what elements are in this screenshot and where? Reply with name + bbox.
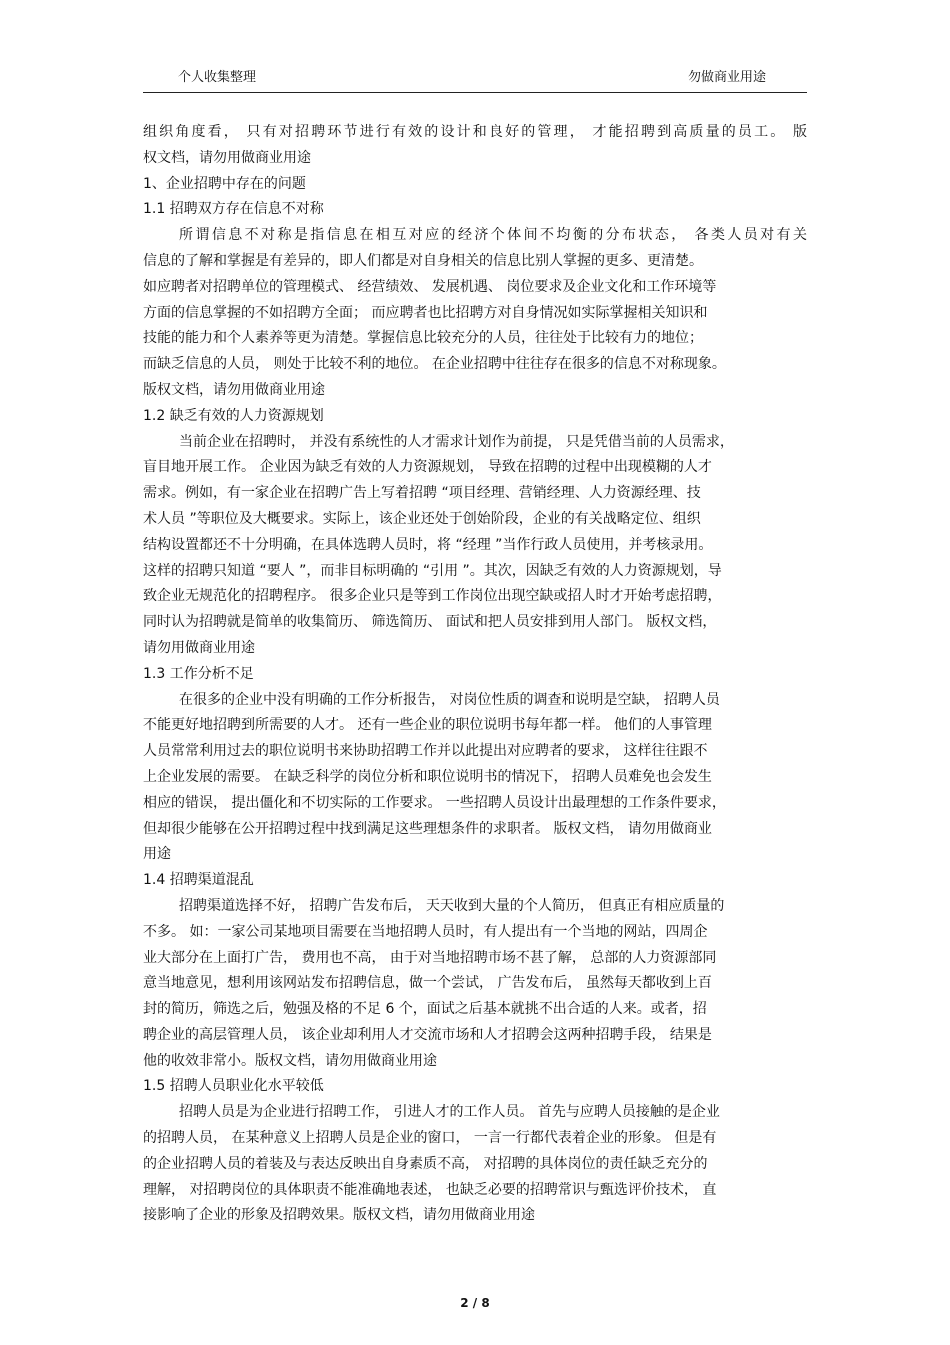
section-heading: 1、企业招聘中存在的问题 [143, 175, 306, 192]
body-line: 在很多的企业中没有明确的工作分析报告， 对岗位性质的调查和说明是空缺， 招聘人员 [179, 691, 720, 708]
body-line: 相应的错误， 提出僵化和不切实际的工作要求。 一些招聘人员设计出最理想的工作条件要求， [143, 794, 726, 811]
header-right-text: 勿做商业用途 [688, 70, 767, 85]
body-line: 的企业招聘人员的着装及与表达反映出自身素质不高， 对招聘的具体岗位的责任缺乏充分的 [143, 1155, 708, 1172]
body-line: 结构设置都还不十分明确，在具体选聘人员时，将 “经理 ”当作行政人员使用，并考核录用。 [143, 536, 713, 553]
body-line: 不能更好地招聘到所需要的人才。 还有一些企业的职位说明书每年都一样。 他们的人事管理 [143, 717, 712, 734]
document-body [143, 120, 807, 1229]
body-line: 这样的招聘只知道 “要人 ”，而非目标明确的 “引用 ”。其次，因缺乏有效的人力资源规划，导 [143, 562, 722, 579]
body-line: 同时认为招聘就是简单的收集简历、 筛选简历、 面试和把人员安排到用人部门。 版权文档， [143, 614, 717, 631]
body-line: 致企业无规范化的招聘程序。 很多企业只是等到工作岗位出现空缺或招人时才开始考虑招聘， [143, 588, 722, 605]
body-line: 理解， 对招聘岗位的具体职责不能准确地表述， 也缺乏必要的招聘常识与甄选评价技术， 直 [143, 1181, 717, 1198]
body-line: 封的简历，筛选之后，勉强及格的不足 6 个，面试之后基本就挑不出合适的人来。或者，招 [143, 1001, 707, 1018]
body-line: 方面的信息掌握的不如招聘方全面； 而应聘者也比招聘方对自身情况如实际掌握相关知识和 [143, 304, 708, 321]
body-line: 请勿用做商业用途 [143, 639, 255, 656]
body-line: 意当地意见，想利用该网站发布招聘信息，做一个尝试， 广告发布后， 虽然每天都收到上百 [143, 975, 712, 992]
body-line: 术人员 ”等职位及大概要求。实际上，该企业还处于创始阶段，企业的有关战略定位、组织 [143, 510, 701, 527]
body-line: 他的收效非常小。版权文档，请勿用做商业用途 [143, 1052, 437, 1069]
body-line: 招聘渠道选择不好， 招聘广告发布后， 天天收到大量的个人简历， 但真正有相应质量的 [179, 897, 725, 914]
subsection-heading: 1.5 招聘人员职业化水平较低 [143, 1078, 324, 1095]
subsection-heading: 1.1 招聘双方存在信息不对称 [143, 201, 324, 218]
body-line: 接影响了企业的形象及招聘效果。版权文档，请勿用做商业用途 [143, 1207, 535, 1224]
body-line: 所谓信息不对称是指信息在相互对应的经济个体间不均衡的分布状态， 各类人员对有关 [179, 227, 807, 244]
body-line: 而缺乏信息的人员， 则处于比较不利的地位。 在企业招聘中往往存在很多的信息不对称现象。 [143, 356, 726, 373]
body-line: 招聘人员是为企业进行招聘工作， 引进人才的工作人员。 首先与应聘人员接触的是企业 [179, 1104, 720, 1121]
body-line: 技能的能力和个人素养等更为清楚。掌握信息比较充分的人员，往往处于比较有力的地位； [143, 330, 703, 347]
body-line: 不多。 如：一家公司某地项目需要在当地招聘人员时，有人提出有一个当地的网站，四周企 [143, 923, 708, 940]
body-line: 人员常常利用过去的职位说明书来协助招聘工作并以此提出对应聘者的要求， 这样往往跟不 [143, 743, 708, 760]
subsection-heading: 1.4 招聘渠道混乱 [143, 872, 254, 889]
body-line: 需求。例如，有一家企业在招聘广告上写着招聘 “项目经理、营销经理、人力资源经理、技 [143, 485, 701, 502]
header-divider [143, 92, 807, 93]
body-line: 如应聘者对招聘单位的管理模式、 经营绩效、 发展机遇、 岗位要求及企业文化和工作环境等 [143, 278, 717, 295]
body-line: 但却很少能够在公开招聘过程中找到满足这些理想条件的求职者。 版权文档， 请勿用做商业 [143, 820, 712, 837]
body-line: 用途 [143, 846, 171, 863]
body-line: 版权文档，请勿用做商业用途 [143, 381, 325, 398]
body-line: 信息的了解和掌握是有差异的，即人们都是对自身相关的信息比别人掌握的更多、更清楚。 [143, 252, 703, 269]
body-line: 上企业发展的需要。 在缺乏科学的岗位分析和职位说明书的情况下， 招聘人员难免也会发生 [143, 768, 712, 785]
body-line: 当前企业在招聘时， 并没有系统性的人才需求计划作为前提， 只是凭借当前的人员需求， [179, 433, 734, 450]
body-line: 权文档，请勿用做商业用途 [143, 149, 311, 166]
page-number: 2 / 8 [460, 1296, 490, 1310]
body-line: 业大部分在上面打广告， 费用也不高， 由于对当地招聘市场不甚了解， 总部的人力资源部同 [143, 949, 717, 966]
body-line: 组织角度看， 只有对招聘环节进行有效的设计和良好的管理， 才能招聘到高质量的员工。 版 [143, 124, 807, 140]
body-line: 聘企业的高层管理人员， 该企业却利用人才交流市场和人才招聘会这两种招聘手段， 结果是 [143, 1026, 712, 1043]
subsection-heading: 1.2 缺乏有效的人力资源规划 [143, 407, 324, 424]
body-line: 盲目地开展工作。 企业因为缺乏有效的人力资源规划， 导致在招聘的过程中出现模糊的人才 [143, 459, 712, 476]
body-line: 的招聘人员， 在某种意义上招聘人员是企业的窗口， 一言一行都代表着企业的形象。 但是有 [143, 1130, 717, 1147]
subsection-heading: 1.3 工作分析不足 [143, 665, 254, 682]
header-left-text: 个人收集整理 [178, 70, 257, 85]
